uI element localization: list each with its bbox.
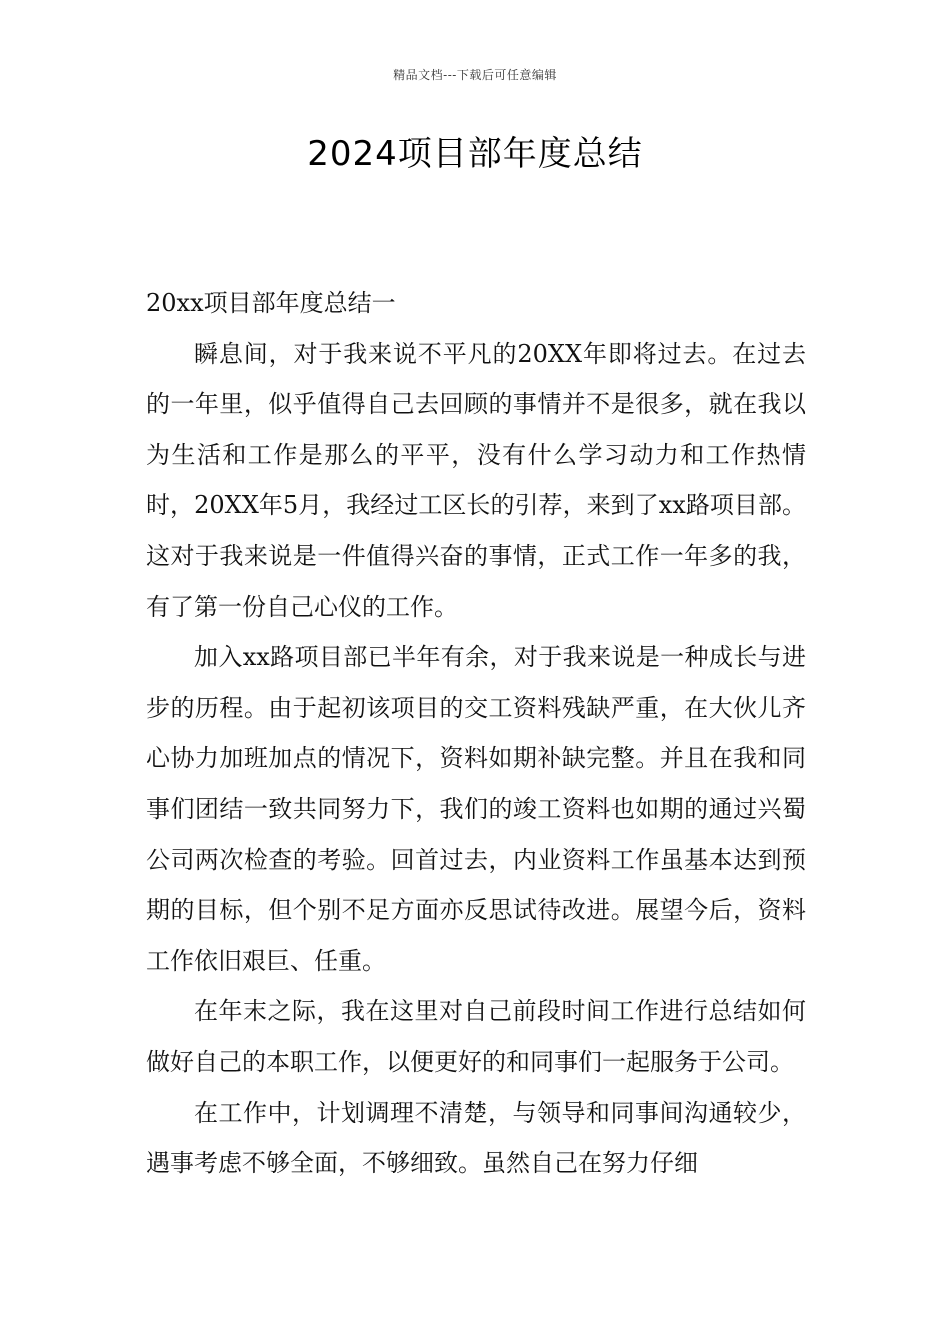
paragraph-1: 瞬息间，对于我来说不平凡的20XX年即将过去。在过去的一年里，似乎值得自己去回顾的事情并不是很多，就在我以为生活和工作是那么的平平，没有什么学习动力和工作热情时，20XX年5月，我经过工区长的引荐，来到了xx路项目部。这对于我来说是一件值得兴奋的事情，正式工作一年多的我，有了第一份自己心仪的工作。: [146, 339, 806, 621]
paragraph-3: 在年末之际，我在这里对自己前段时间工作进行总结如何做好自己的本职工作，以便更好的和同事们一起服务于公司。: [146, 997, 806, 1076]
header-note: 精品文档---下载后可任意编辑: [393, 68, 557, 82]
document-body: [146, 278, 806, 1189]
section-subtitle: 20xx项目部年度总结一: [146, 289, 396, 317]
paragraph-4: 在工作中，计划调理不清楚，与领导和同事间沟通较少，遇事考虑不够全面，不够细致。虽然自己在努力仔细: [146, 1098, 806, 1178]
paragraph-2: 加入xx路项目部已半年有余，对于我来说是一种成长与进步的历程。由于起初该项目的交工资料残缺严重，在大伙儿齐心协力加班加点的情况下，资料如期补缺完整。并且在我和同事们团结一致共同努力下，我们的竣工资料也如期的通过兴蜀公司两次检查的考验。回首过去，内业资料工作虽基本达到预期的目标，但个别不足方面亦反思试待改进。展望今后，资料工作依旧艰巨、任重。: [146, 643, 806, 975]
document-title: 2024项目部年度总结: [307, 134, 643, 174]
